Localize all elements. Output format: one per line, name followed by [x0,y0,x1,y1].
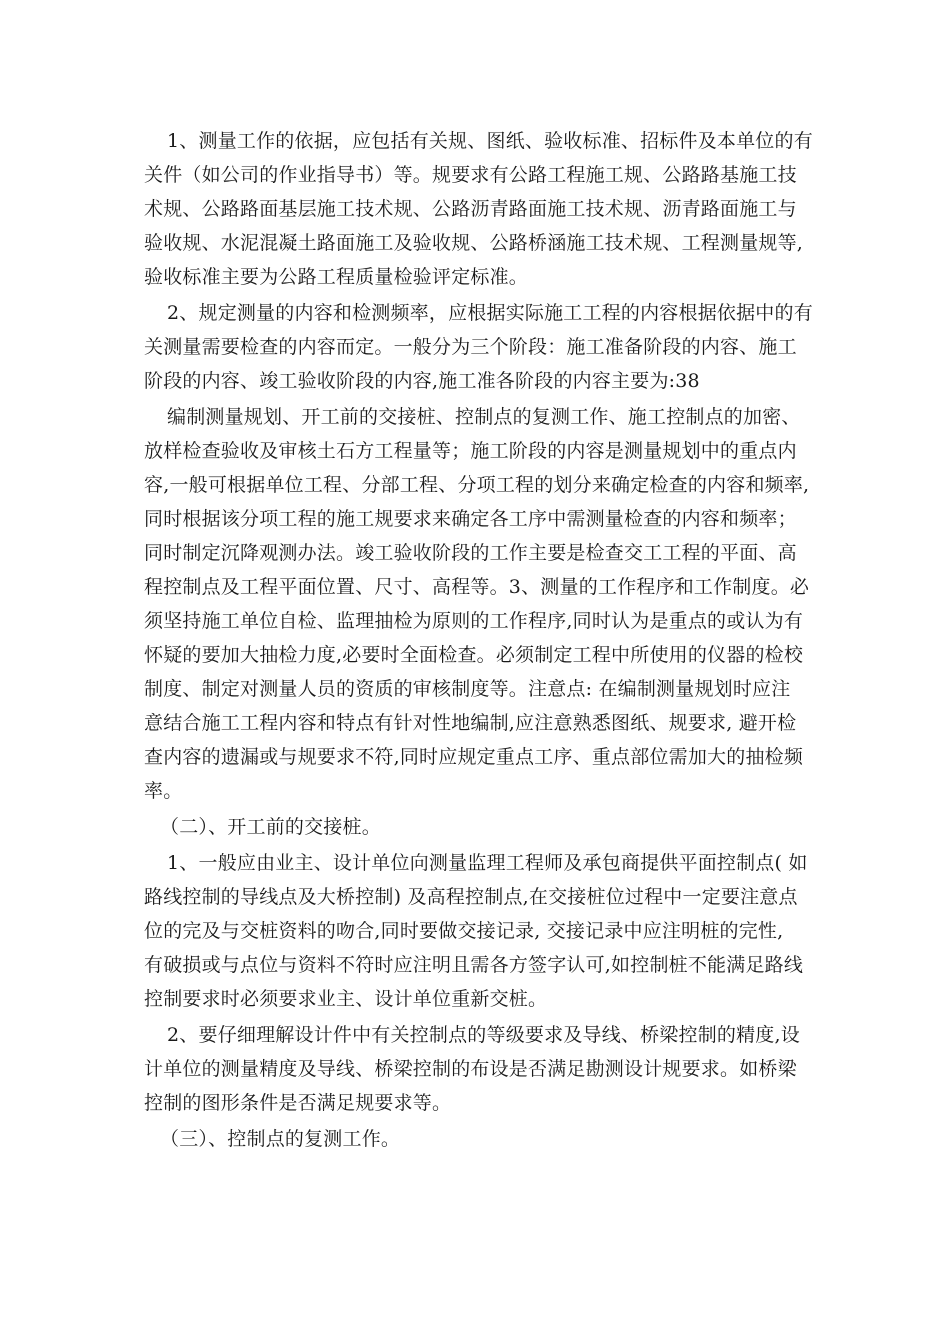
text-line: 2、要仔细理解设计件中有关控制点的等级要求及导线、桥梁控制的精度,设 [167,1024,800,1046]
text-line: 有破损或与点位与资料不符时应注明且需各方签字认可,如控制桩不能满足路线 [144,954,804,976]
text-line: 制度、制定对测量人员的资质的审核制度等。注意点: 在编制测量规划时应注 [144,678,791,700]
text-line: 验收标准主要为公路工程质量检验评定标准。 [144,266,529,288]
text-line: 位的完及与交桩资料的吻合,同时要做交接记录, 交接记录中应注明桩的完性, [144,920,784,942]
text-line: 编制测量规划、开工前的交接桩、控制点的复测工作、施工控制点的加密、 [167,406,801,428]
section-heading: （二）、开工前的交接桩。 [160,816,381,838]
text-line: 程控制点及工程平面位置、尺寸、高程等。3、测量的工作程序和工作制度。必 [144,576,810,598]
text-line: 同时制定沉降观测办法。竣工验收阶段的工作主要是检查交工工程的平面、高 [144,542,797,564]
text-line: 阶段的内容、竣工验收阶段的内容,施工准各阶段的内容主要为:38 [144,370,700,392]
text-line: 意结合施工工程内容和特点有针对性地编制,应注意熟悉图纸、规要求, 避开检 [144,712,797,734]
text-line: 查内容的遗漏或与规要求不符,同时应规定重点工序、重点部位需加大的抽检频 [144,746,804,768]
text-line: 控制的图形条件是否满足规要求等。 [144,1092,452,1114]
text-line: 同时根据该分项工程的施工规要求来确定各工序中需测量检查的内容和频率； [144,508,797,530]
text-line: 路线控制的导线点及大桥控制) 及高程控制点,在交接桩位过程中一定要注意点 [144,886,798,908]
text-line: 1、一般应由业主、设计单位向测量监理工程师及承包商提供平面控制点( 如 [167,852,808,874]
text-line: 计单位的测量精度及导线、桥梁控制的布设是否满足勘测设计规要求。如桥梁 [144,1058,797,1080]
text-line: 2、规定测量的内容和检测频率，应根据实际施工工程的内容根据依据中的有 [167,302,813,324]
text-line: 怀疑的要加大抽检力度,必要时全面检查。必须制定工程中所使用的仪器的检校 [144,644,804,666]
text-line: 1、测量工作的依据，应包括有关规、图纸、验收标准、招标件及本单位的有 [167,130,813,152]
text-line: 率。 [144,780,183,802]
text-line: 须坚持施工单位自检、监理抽检为原则的工作程序,同时认为是重点的或认为有 [144,610,804,632]
text-line: 控制要求时必须要求业主、设计单位重新交桩。 [144,988,548,1010]
text-line: 关测量需要检查的内容而定。一般分为三个阶段：施工准备阶段的内容、施工 [144,336,797,358]
text-line: 放样检查验收及审核土石方工程量等；施工阶段的内容是测量规划中的重点内 [144,440,797,462]
text-line: 容,一般可根据单位工程、分部工程、分项工程的划分来确定检查的内容和频率, [144,474,810,496]
text-line: 术规、公路路面基层施工技术规、公路沥青路面施工技术规、沥青路面施工与 [144,198,797,220]
text-line: 关件（如公司的作业指导书）等。规要求有公路工程施工规、公路路基施工技 [144,164,797,186]
section-heading: （三）、控制点的复测工作。 [160,1128,401,1150]
text-line: 验收规、水泥混凝土路面施工及验收规、公路桥涵施工技术规、工程测量规等, [144,232,804,254]
